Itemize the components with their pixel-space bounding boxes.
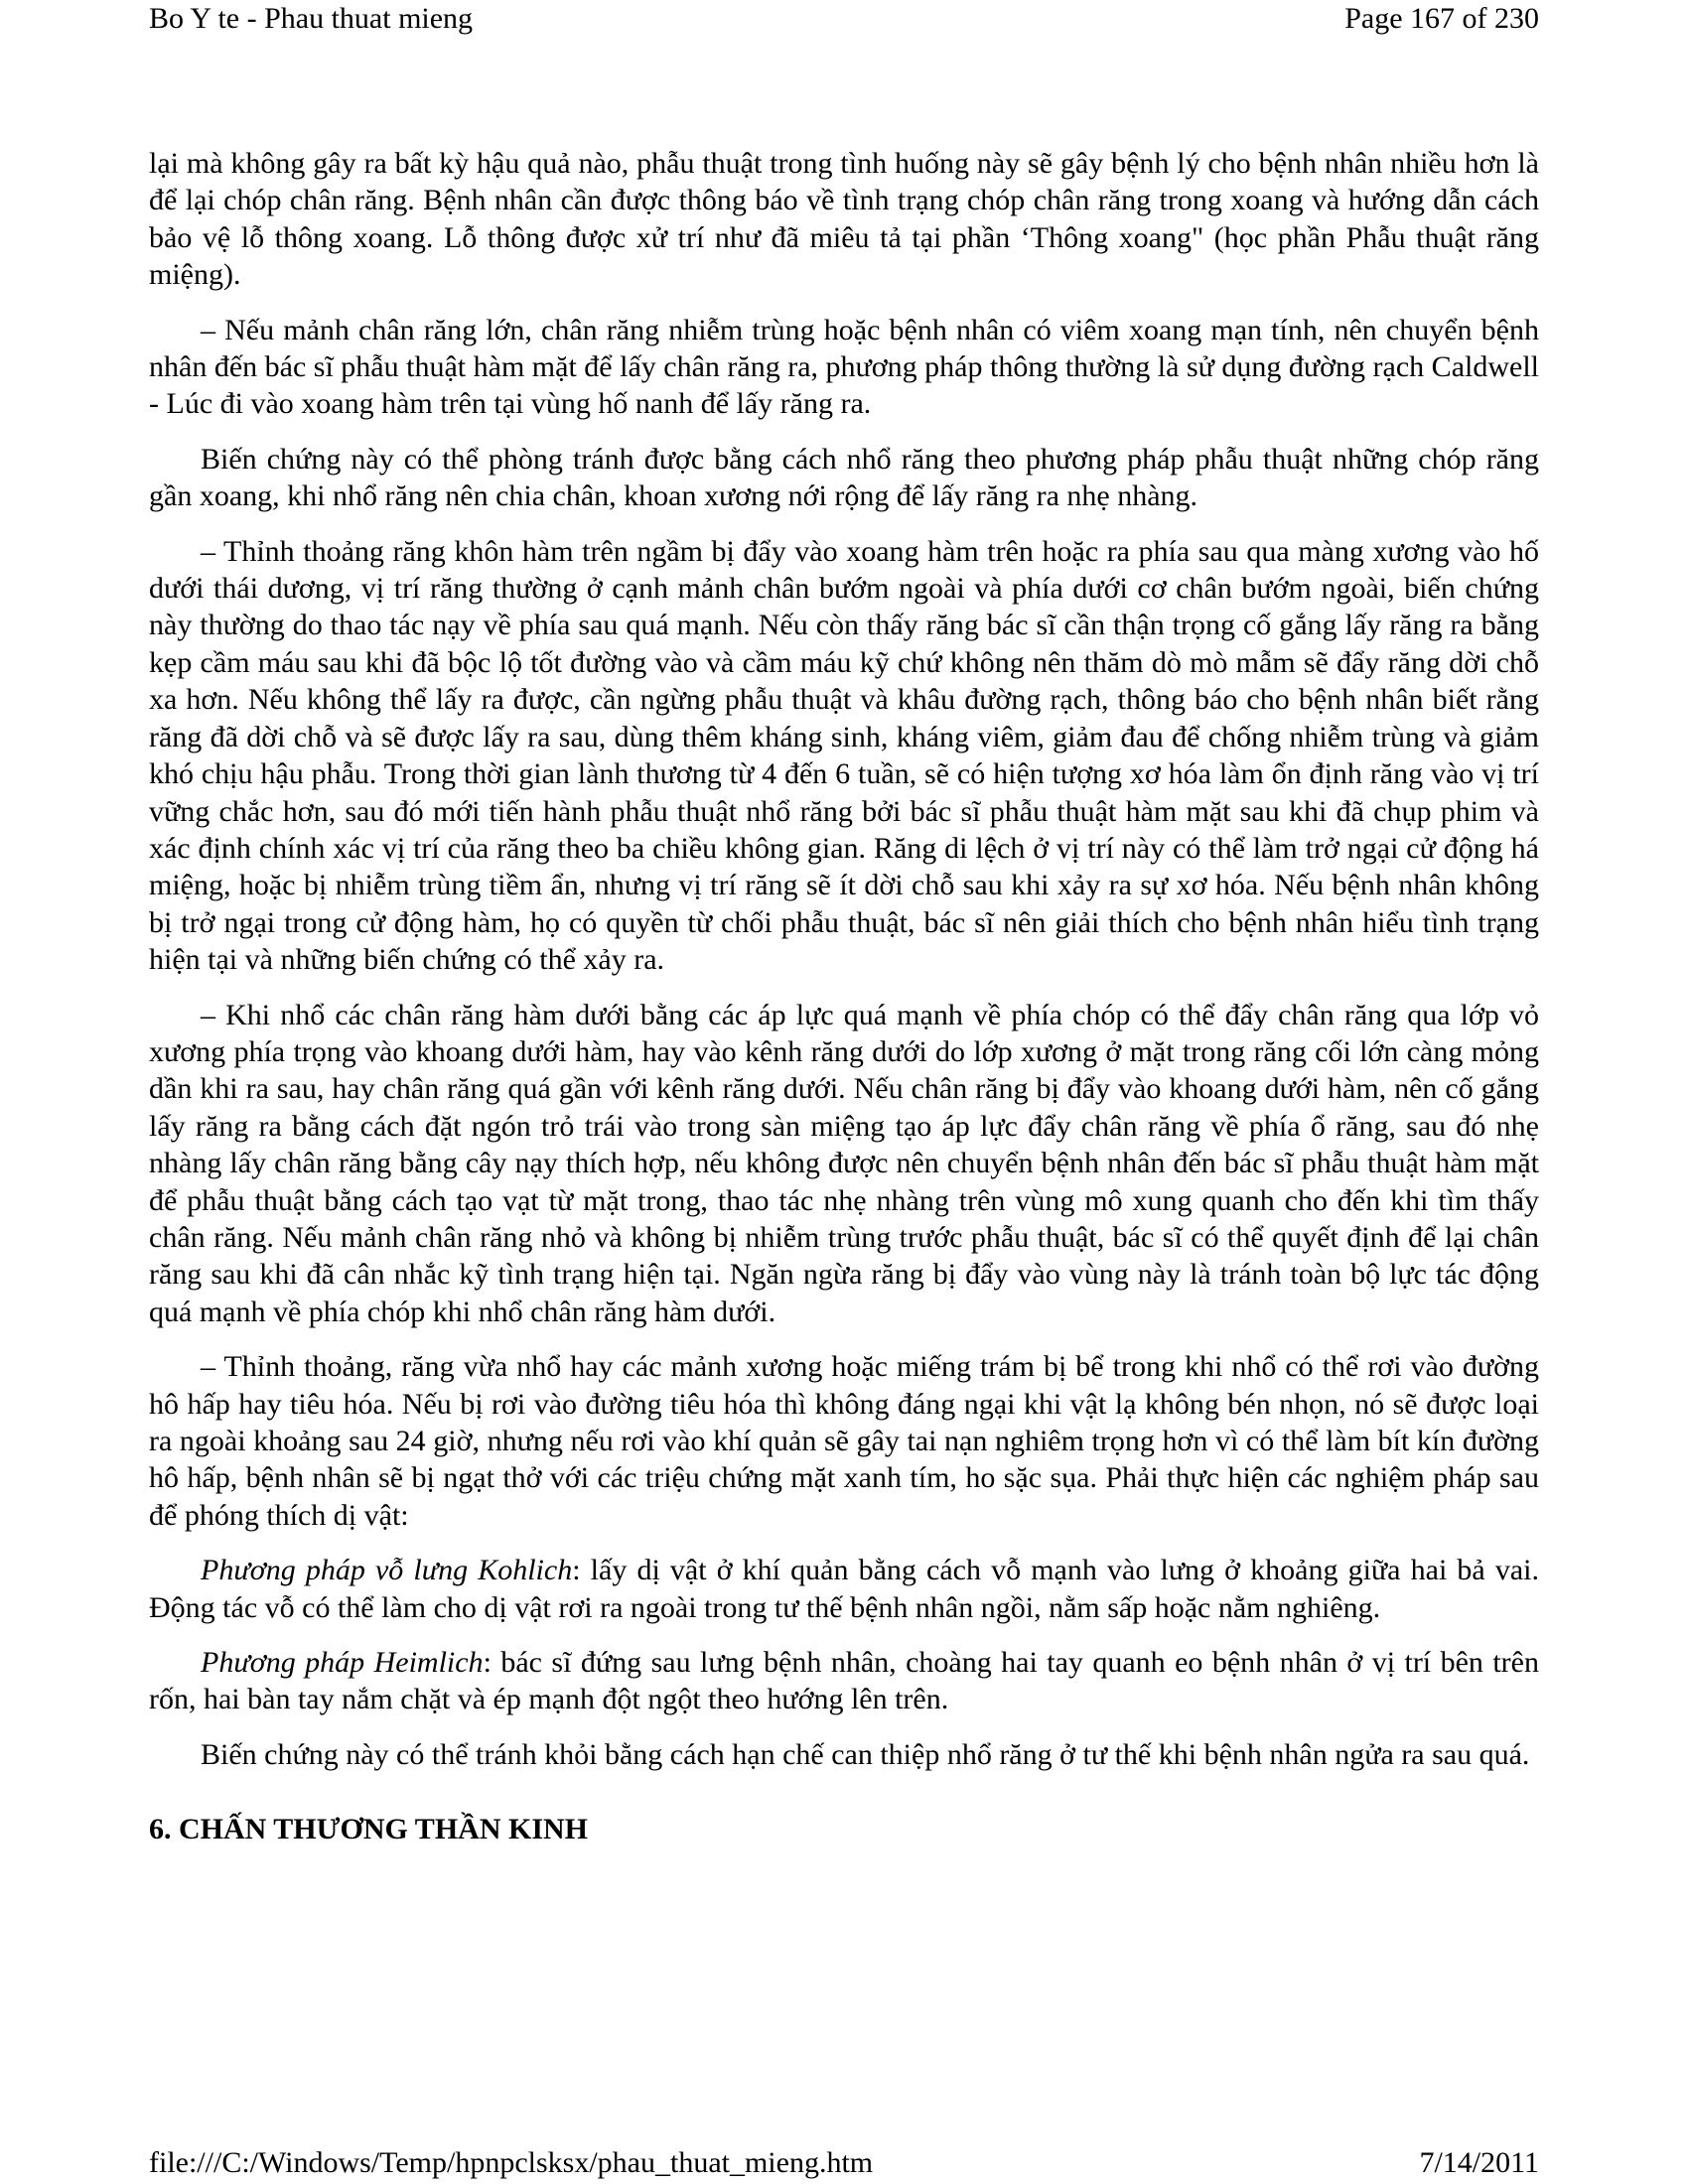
paragraph: Biến chứng này có thể phòng tránh được bằng cách nhổ răng theo phương pháp phẫu thuật những chóp răng gần xoang, khi nhổ răng nên chia chân, khoan xương nới rộng để lấy răng ra nhẹ nhàng. [149, 442, 1539, 513]
paragraph [149, 1552, 1539, 1626]
method-name: Phương pháp Heimlich [201, 1646, 484, 1680]
paragraph: Biến chứng này có thể tránh khỏi bằng cách hạn chế can thiệp nhổ răng ở tư thế khi bệnh nhân ngửa ra sau quá. [201, 1737, 1530, 1771]
method-name: Phương pháp vỗ lưng Kohlich [201, 1554, 573, 1587]
paragraph: – Thỉnh thoảng răng khôn hàm trên ngầm bị đẩy vào xoang hàm trên hoặc ra phía sau qua màng xương vào hố dưới thái dương, vị trí răng thường ở cạnh mảnh chân bướm ngoài và phía dưới cơ chân bướm ngoài, biến chứng này thường do thao tác nạy về phía sau quá mạnh. Nếu còn thấy răng bác sĩ cần thận trọng cố gắng lấy răng ra bằng kẹp cầm máu sau khi đã bộc lộ tốt đường vào và cầm máu kỹ chứ không nên thăm dò mò mẫm sẽ đẩy răng dời chỗ xa hơn. Nếu không thể lấy ra được, cần ngừng phẫu thuật và khâu đường rạch, thông báo cho bệnh nhân biết rằng răng đã dời chỗ và sẽ được lấy ra sau, dùng thêm kháng sinh, kháng viêm, giảm đau để chống nhiễm trùng và giảm khó chịu hậu phẫu. Trong thời gian lành thương từ 4 đến 6 tuần, sẽ có hiện tượng xơ hóa làm ổn định răng vào vị trí vững chắc hơn, sau đó mới tiến hành phẫu thuật nhổ răng bởi bác sĩ phẫu thuật hàm mặt sau khi đã chụp phim và xác định chính xác vị trí của răng theo ba chiều không gian. Răng di lệch ở vị trí này có thể làm trở ngại cử động há miệng, hoặc bị nhiễm trùng tiềm ẩn, nhưng vị trí răng sẽ ít dời chỗ sau khi xảy ra sự xơ hóa. Nếu bệnh nhân không bị trở ngại trong cử động hàm, họ có quyền từ chối phẫu thuật, bác sĩ nên giải thích cho bệnh nhân hiểu tình trạng hiện tại và những biến chứng có thể xảy ra. [149, 534, 1539, 977]
document-body [149, 145, 1539, 1847]
paragraph: – Nếu mảnh chân răng lớn, chân răng nhiễm trùng hoặc bệnh nhân có viêm xoang mạn tính, nên chuyển bệnh nhân đến bác sĩ phẫu thuật hàm mặt để lấy chân răng ra, phương pháp thông thường là sử dụng đường rạch Caldwell - Lúc đi vào xoang hàm trên tại vùng hố nanh để lấy răng ra. [149, 313, 1539, 421]
paragraph: – Khi nhổ các chân răng hàm dưới bằng các áp lực quá mạnh về phía chóp có thể đẩy chân răng qua lớp vỏ xương phía trọng vào khoang dưới hàm, hay vào kênh răng dưới do lớp xương ở mặt trong răng cối lớn càng mỏng dần khi ra sau, hay chân răng quá gần với kênh răng dưới. Nếu chân răng bị đẩy vào khoang dưới hàm, nên cố gắng lấy răng ra bằng cách đặt ngón trỏ trái vào trong sàn miệng tạo áp lực đẩy chân răng về phía ổ răng, sau đó nhẹ nhàng lấy chân răng bằng cây nạy thích hợp, nếu không được nên chuyển bệnh nhân đến bác sĩ phẫu thuật hàm mặt để phẫu thuật bằng cách tạo vạt từ mặt trong, thao tác nhẹ nhàng trên vùng mô xung quanh cho đến khi tìm thấy chân răng. Nếu mảnh chân răng nhỏ và không bị nhiễm trùng trước phẫu thuật, bác sĩ có thể quyết định để lại chân răng sau khi đã cân nhắc kỹ tình trạng hiện tại. Ngăn ngừa răng bị đẩy vào vùng này là tránh toàn bộ lực tác động quá mạnh về phía chóp khi nhổ chân răng hàm dưới. [149, 998, 1539, 1328]
file-path-link[interactable]: file:///C:/Windows/Temp/hpnpclsksx/phau_thuat_mieng.htm [149, 2146, 874, 2179]
page-number: Page 167 of 230 [1344, 2, 1539, 35]
paragraph [149, 1644, 1539, 1718]
document-title: Bo Y te - Phau thuat mieng [149, 2, 474, 35]
print-date: 7/14/2011 [1419, 2146, 1539, 2179]
section-heading: 6. CHẤN THƯƠNG THẦN KINH [149, 1813, 588, 1846]
page-footer [149, 2144, 1539, 2184]
method-description: : bác sĩ đứng sau lưng bệnh nhân, choàng hai tay quanh eo bệnh nhân ở vị trí bên trên rốn, hai bàn tay nắm chặt và ép mạnh đột ngột theo hướng lên trên. [149, 1646, 1539, 1716]
page-header [149, 0, 1539, 40]
paragraph: – Thỉnh thoảng, răng vừa nhổ hay các mảnh xương hoặc miếng trám bị bể trong khi nhổ có thể rơi vào đường hô hấp hay tiêu hóa. Nếu bị rơi vào đường tiêu hóa thì không đáng ngại khi vật lạ không bén nhọn, nó sẽ được loại ra ngoài khoảng sau 24 giờ, nhưng nếu rơi vào khí quản sẽ gây tai nạn nghiêm trọng hơn vì có thể làm bít kín đường hô hấp, bệnh nhân sẽ bị ngạt thở với các triệu chứng mặt xanh tím, ho sặc sụa. Phải thực hiện các nghiệm pháp sau để phóng thích dị vật: [149, 1350, 1539, 1532]
paragraph: lại mà không gây ra bất kỳ hậu quả nào, phẫu thuật trong tình huống này sẽ gây bệnh lý cho bệnh nhân nhiều hơn là để lại chóp chân răng. Bệnh nhân cần được thông báo về tình trạng chóp chân răng trong xoang và hướng dẫn cách bảo vệ lỗ thông xoang. Lỗ thông được xử trí như đã miêu tả tại phần ‘Thông xoang" (học phần Phẫu thuật răng miệng). [149, 147, 1539, 292]
method-description: : lấy dị vật ở khí quản bằng cách vỗ mạnh vào lưng ở khoảng giữa hai bả vai. Động tác vỗ có thể làm cho dị vật rơi ra ngoài trong tư thế bệnh nhân ngồi, nằm sấp hoặc nằm nghiêng. [149, 1554, 1539, 1624]
